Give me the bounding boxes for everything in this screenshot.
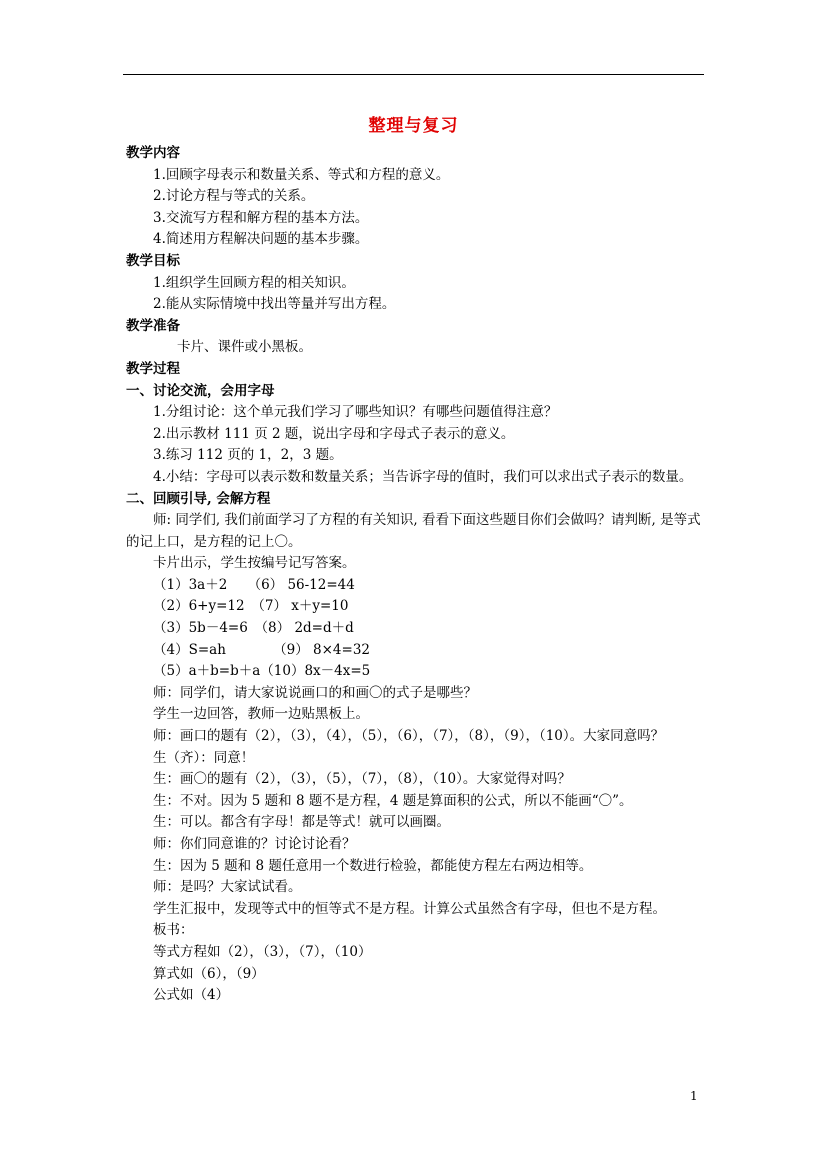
equation-row: （5）a＋b=b＋a（10）8x－4x=5: [153, 663, 371, 680]
equation-row: （1）3a＋2 （6） 56-12=44: [153, 576, 355, 593]
dialogue-line: 师：你们同意谁的？讨论讨论看？: [153, 836, 356, 852]
dialogue-line: 学生一边回答，教师一边贴黑板上。: [153, 706, 369, 723]
prep-heading: 教学准备: [126, 317, 180, 334]
page-title: 整理与复习: [368, 116, 459, 136]
content-item: 2.讨论方程与等式的关系。: [153, 188, 315, 205]
page-number: 1: [690, 1089, 698, 1103]
content-item: 1.回顾字母表示和数量关系、等式和方程的意义。: [153, 166, 450, 183]
prep-text: 卡片、课件或小黑板。: [177, 339, 312, 356]
dialogue-line: 学生汇报中，发现等式中的恒等式不是方程。计算公式虽然含有字母，但也不是方程。: [153, 900, 666, 917]
process-heading: 教学过程: [126, 360, 180, 377]
dialogue-line: 板书：: [153, 922, 194, 939]
dialogue-line: 生：画〇的题有（2），（3），（5），（7），（8），（10）。大家觉得对吗？: [153, 771, 571, 788]
document-body: [126, 143, 706, 1007]
part1-item-summary-text: 4.小结：字母可以表示数和数量关系；当告诉字母的值时，我们可以求出式子表示的数量。: [153, 468, 693, 485]
header-rule: [123, 74, 704, 75]
equation-row: （3）5b－4=6 （8） 2d=d＋d: [153, 620, 354, 637]
dialogue-line: 师：画口的题有（2），（3），（4），（5），（6），（7），（8），（9），（10）。大家同意吗？: [153, 728, 665, 745]
goal-item: 2.能从实际情境中找出等量并写出方程。: [153, 296, 396, 313]
part1-item: 3.练习 112 页的 1，2，3 题。: [153, 447, 343, 464]
part2-intro: 师: 同学们, 我们前面学习了方程的有关知识, 看看下面这些题目你们会做吗？请判断, 是等式的记上口，是方程的记上〇。: [126, 512, 701, 550]
part2-heading: 二、回顾引导, 会解方程: [126, 490, 271, 507]
dialogue-line: 生：可以。都含有字母！都是等式！就可以画圈。: [153, 814, 450, 831]
dialogue-line: 公式如（4）: [153, 987, 230, 1004]
equation-row: （2）6+y=12 （7） x＋y=10: [153, 598, 349, 615]
dialogue-line: 生：因为 5 题和 8 题任意用一个数进行检验，都能使方程左右两边相等。: [153, 857, 593, 874]
content-item: 3.交流写方程和解方程的基本方法。: [153, 209, 369, 226]
goal-item: 1.组织学生回顾方程的相关知识。: [153, 274, 355, 291]
dialogue-line: 师：是吗？大家试试看。: [153, 879, 302, 896]
part1-item: 1.分组讨论：这个单元我们学习了哪些知识？有哪些问题值得注意？: [153, 404, 558, 421]
dialogue-line: 算式如（6），（9）: [153, 965, 265, 982]
equation-row: （4）S=ah （9） 8×4=32: [153, 641, 371, 658]
content-heading: 教学内容: [126, 145, 180, 161]
part1-heading: 一、讨论交流，会用字母: [126, 382, 275, 399]
card-line: 卡片出示，学生按编号记写答案。: [153, 555, 356, 572]
dialogue-line: 生（齐）：同意！: [153, 749, 255, 766]
part1-item: 2.出示教材 111 页 2 题，说出字母和字母式子表示的意义。: [153, 425, 515, 442]
dialogue-line: 师：同学们，请大家说说画口的和画〇的式子是哪些？: [153, 684, 477, 701]
dialogue-line: 生：不对。因为 5 题和 8 题不是方程，4 题是算面积的公式，所以不能画“〇”。: [153, 792, 633, 809]
content-item: 4.简述用方程解决问题的基本步骤。: [153, 231, 369, 248]
dialogue-line: 等式方程如（2），（3），（7），（10）: [153, 943, 372, 960]
goal-heading: 教学目标: [126, 252, 180, 269]
part1-item-summary: [126, 467, 706, 489]
